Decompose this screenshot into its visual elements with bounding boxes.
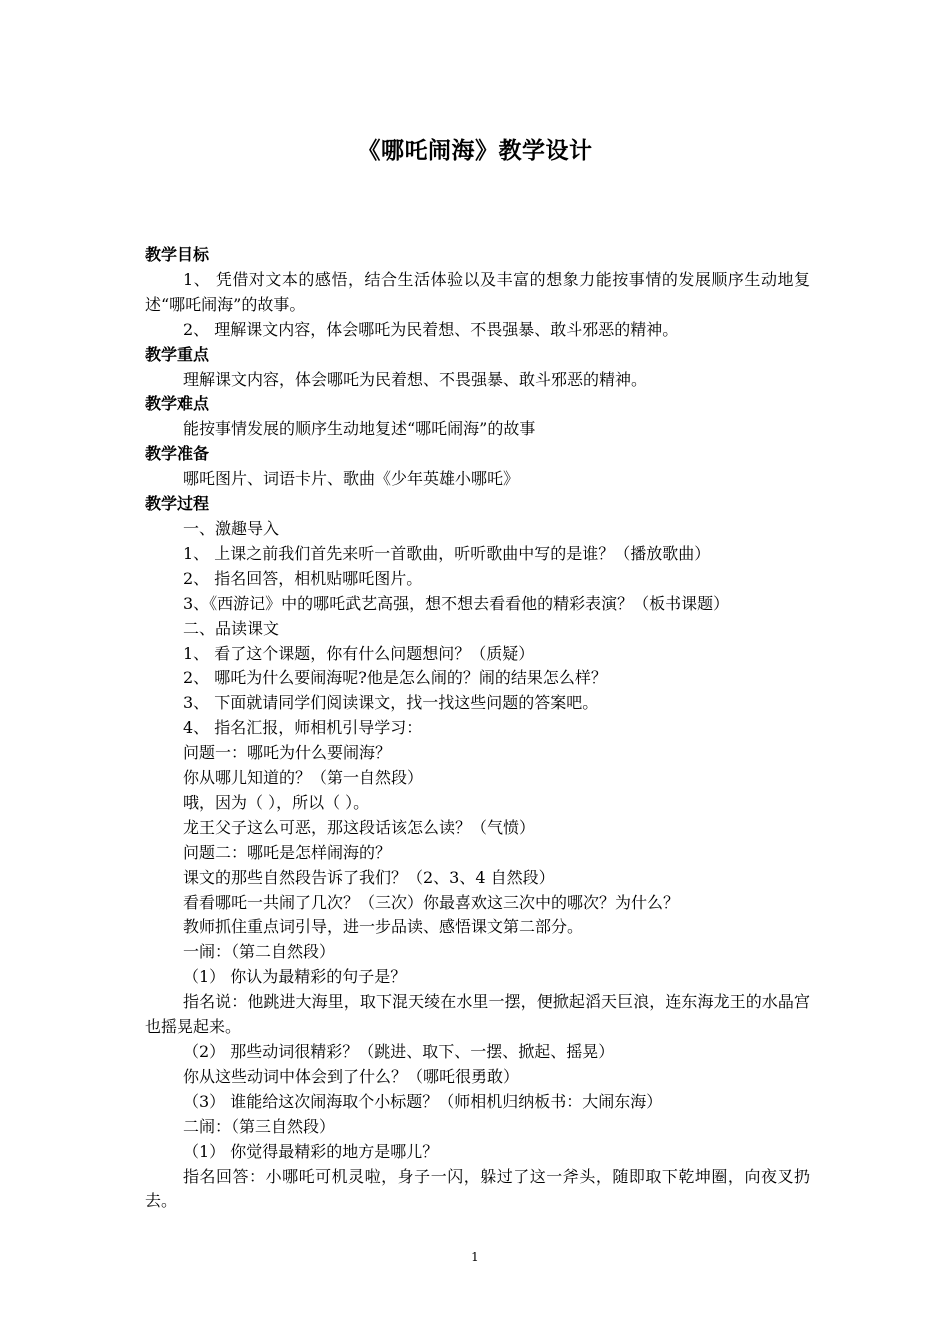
process-line: 龙王父子这么可恶，那这段话该怎么读？（气愤）: [183, 817, 536, 837]
process-line: 二、品读课文: [183, 618, 280, 638]
section-heading-process: 教学过程: [145, 494, 210, 514]
process-line: 问题二：哪吒是怎样闹海的？: [183, 842, 392, 862]
section-heading-difficulty: 教学难点: [145, 394, 210, 414]
key-text: 理解课文内容，体会哪吒为民着想、不畏强暴、敢斗邪恶的精神。: [183, 369, 648, 389]
section-heading-goals: 教学目标: [145, 245, 210, 264]
process-line: 哦，因为（ ），所以（ ）。: [183, 792, 370, 812]
process-line: 3、 下面就请同学们阅读课文，找一找这些问题的答案吧。: [183, 693, 599, 713]
process-line: 指名说：他跳进大海里，取下混天绫在水里一摆，便掀起滔天巨浪，连东海龙王的水晶宫也摇晃起来。: [145, 992, 810, 1037]
process-line: 教师抓住重点词引导，进一步品读、感悟课文第二部分。: [183, 917, 584, 937]
process-line: 你从哪儿知道的？（第一自然段）: [183, 768, 424, 788]
process-line: 指名回答：小哪吒可机灵啦，身子一闪，躲过了这一斧头，随即取下乾坤圈，向夜叉扔去。: [145, 1166, 810, 1211]
document-body: [145, 243, 810, 1214]
process-line: 2、 指名回答，相机贴哪吒图片。: [183, 568, 423, 588]
process-line: （1） 你认为最精彩的句子是？: [183, 967, 407, 987]
process-line: 2、 哪吒为什么要闹海呢?他是怎么闹的？闹的结果怎么样？: [183, 668, 607, 688]
process-line: （1） 你觉得最精彩的地方是哪儿？: [183, 1141, 439, 1161]
process-line: 二闹：（第三自然段）: [183, 1116, 336, 1136]
process-line: 你从这些动词中体会到了什么？（哪吒很勇敢）: [183, 1066, 520, 1086]
process-line: 课文的那些自然段告诉了我们？（2、3、4 自然段）: [183, 867, 555, 887]
goal-item: 1、 凭借对文本的感悟，结合生活体验以及丰富的想象力能按事情的发展顺序生动地复述“哪吒闹海”的故事。: [145, 269, 810, 314]
process-line: （2） 那些动词很精彩？（跳进、取下、一摆、掀起、摇晃）: [183, 1042, 615, 1061]
process-line: 1、 上课之前我们首先来听一首歌曲，听听歌曲中写的是谁？（播放歌曲）: [183, 543, 711, 563]
process-line: （3） 谁能给这次闹海取个小标题？（师相机归纳板书：大闹东海）: [183, 1091, 663, 1111]
process-line: 3、《西游记》中的哪吒武艺高强，想不想去看看他的精彩表演？（板书课题）: [183, 593, 730, 613]
section-heading-prep: 教学准备: [145, 444, 210, 464]
prep-text: 哪吒图片、词语卡片、歌曲《少年英雄小哪吒》: [183, 469, 520, 489]
process-line: 看看哪吒一共闹了几次？（三次）你最喜欢这三次中的哪次？为什么？: [183, 892, 680, 912]
process-line: 问题一：哪吒为什么要闹海？: [183, 743, 392, 763]
process-line: 1、 看了这个课题，你有什么问题想问？（质疑）: [183, 643, 535, 663]
process-line: 一闹：（第二自然段）: [183, 942, 336, 962]
process-line: 一、激趣导入: [183, 518, 280, 538]
section-heading-key: 教学重点: [145, 344, 210, 364]
page-title: 《哪吒闹海》教学设计: [357, 138, 593, 164]
goal-item: 2、 理解课文内容，体会哪吒为民着想、不畏强暴、敢斗邪恶的精神。: [183, 319, 679, 339]
page-number: 1: [471, 1250, 479, 1264]
process-line: 4、 指名汇报，师相机引导学习：: [183, 718, 423, 738]
difficulty-text: 能按事情发展的顺序生动地复述“哪吒闹海”的故事: [183, 419, 536, 439]
